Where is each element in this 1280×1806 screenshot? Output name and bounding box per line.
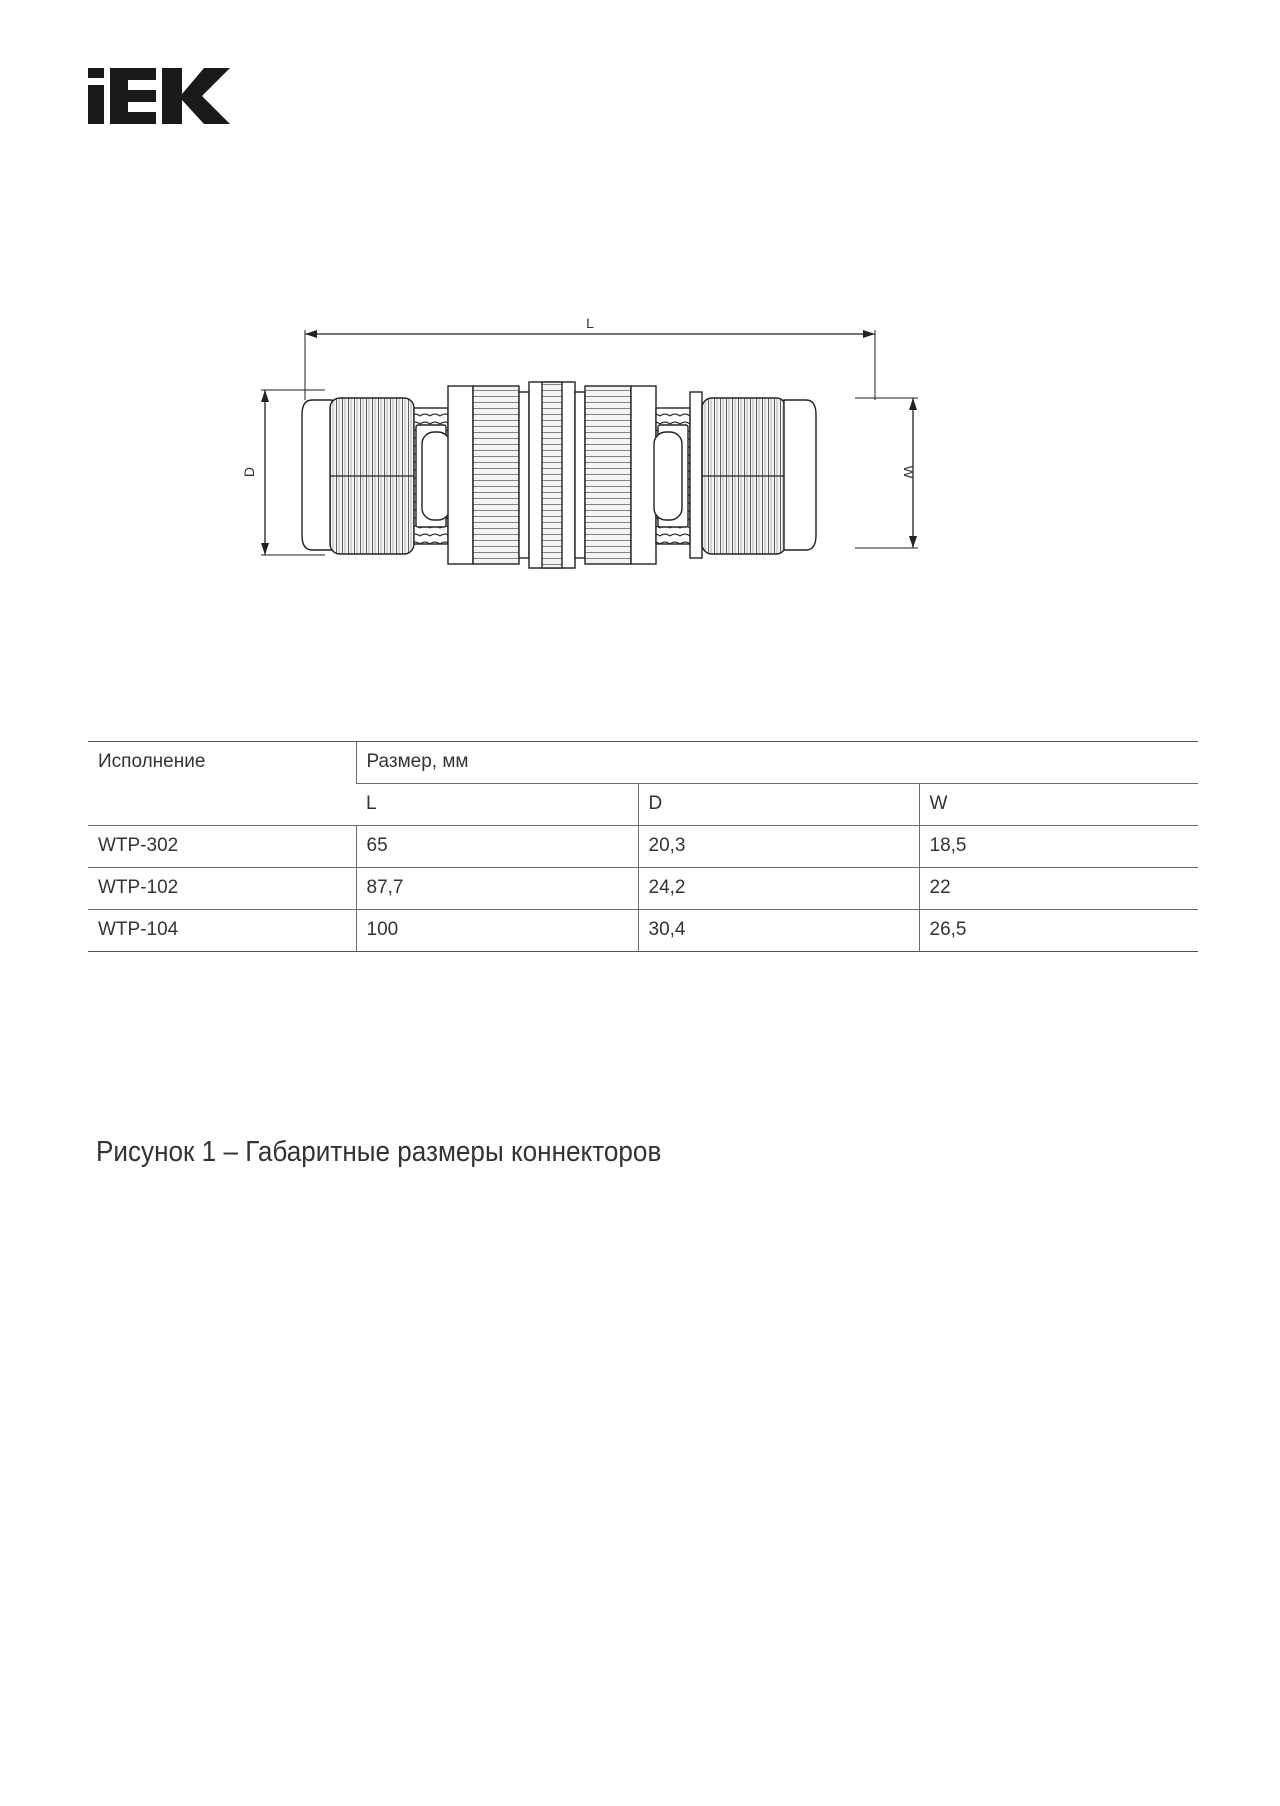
- table-row: [88, 910, 1198, 952]
- cell-l: 65: [356, 826, 638, 868]
- header-l: L: [356, 784, 638, 826]
- cell-w: 22: [919, 868, 1198, 910]
- connector-drawing: [240, 300, 940, 580]
- figure-caption: Рисунок 1 – Габаритные размеры коннекторов: [96, 1136, 662, 1168]
- iek-logo: [88, 68, 230, 124]
- cell-name: WTP-104: [88, 910, 356, 952]
- connector-svg: [240, 300, 940, 580]
- cell-d: 20,3: [638, 826, 919, 868]
- header-d: D: [638, 784, 919, 826]
- cell-name: WTP-302: [88, 826, 356, 868]
- cell-d: 24,2: [638, 868, 919, 910]
- table-row: [88, 826, 1198, 868]
- header-variant: Исполнение: [88, 742, 356, 826]
- cell-l: 100: [356, 910, 638, 952]
- dimension-w-label: W: [901, 465, 917, 479]
- table-header-row: [88, 742, 1198, 784]
- cell-d: 30,4: [638, 910, 919, 952]
- connector-body: [302, 382, 816, 568]
- cell-w: 26,5: [919, 910, 1198, 952]
- table-row: [88, 868, 1198, 910]
- dimensions-table: [88, 741, 1198, 952]
- dimension-l-label: L: [586, 315, 594, 331]
- cell-l: 87,7: [356, 868, 638, 910]
- cell-w: 18,5: [919, 826, 1198, 868]
- header-w: W: [919, 784, 1198, 826]
- iek-logo-mark: [88, 68, 230, 124]
- header-size-group: Размер, мм: [356, 742, 1198, 784]
- dimension-d-label: D: [241, 466, 257, 478]
- cell-name: WTP-102: [88, 868, 356, 910]
- dimension-w: [855, 398, 918, 548]
